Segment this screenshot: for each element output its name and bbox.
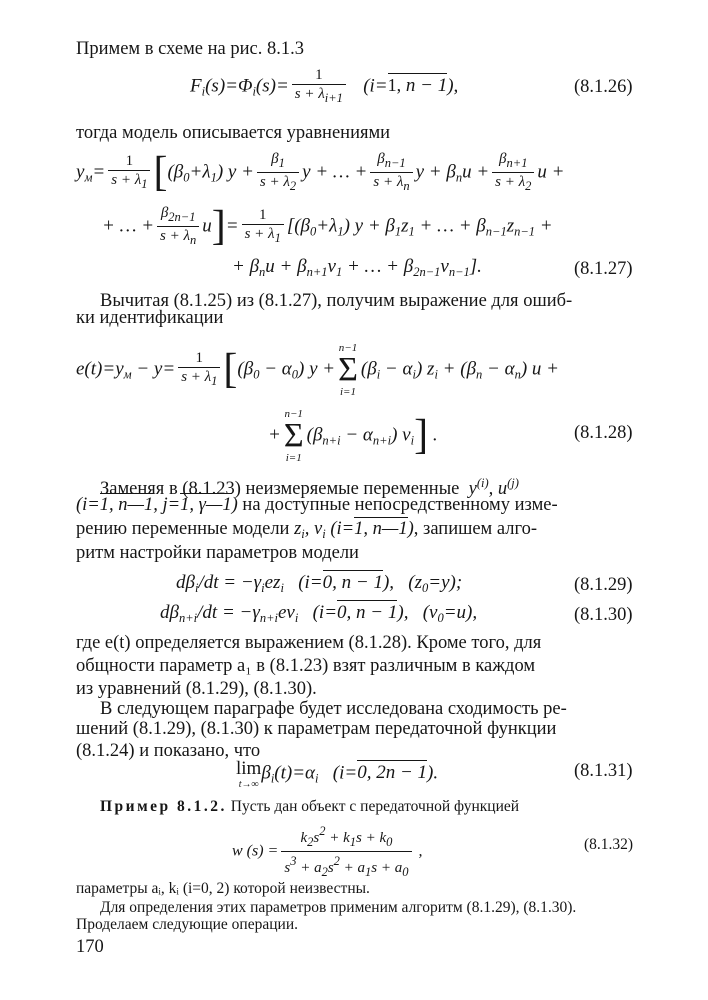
- equation-8-1-27-line1: $y_м=$ $\frac{1}{s + \lambda_1}$ [$(\beta_0+\lambda_1) y$ + $\frac{\beta_1}{s + \lambda_2}$ y + … + $\frac{\beta_{n-1}}{s + \lambda_n}$ $y + \beta_nu$ + $\frac{\beta_{n+1}}{s + \lambda_2}$ u +: [76, 149, 565, 196]
- paragraph-then: тогда модель описывается уравнениями: [76, 123, 391, 143]
- intro-paragraph: Примем в схеме на рис. 8.1.3: [76, 39, 304, 59]
- paragraph-replace-line2: (i=1, n—1, j=1, γ—1) на доступные непосредственному изме-: [76, 495, 558, 515]
- equation-number: (8.1.28): [574, 423, 633, 443]
- equation-number: (8.1.31): [574, 761, 633, 781]
- equation-8-1-28-line2: + n−1 Σ i=1 $(\beta_{n+i} - \alpha_{n+i})$ $v_i$] .: [268, 408, 438, 464]
- example-after-line1: параметры aᵢ, kᵢ (i=0, 2) которой неизвестны.: [76, 880, 370, 897]
- equation-number: (8.1.27): [574, 259, 633, 279]
- equation-number: (8.1.30): [574, 605, 633, 625]
- paragraph-replace-line4: ритм настройки параметров модели: [76, 543, 359, 563]
- example-heading: Пример 8.1.2. Пусть дан объект с передаточной функцией: [100, 798, 520, 815]
- equation-8-1-32: w (s) = $\frac{k_2s^2 + k_1s + k_0}{s^3 + a_2s^2 + a_1s + a_0}$ ,: [232, 822, 423, 882]
- equation-number: (8.1.32): [584, 836, 634, 853]
- paragraph-where-line2: общности параметр a₁ в (8.1.23) взят различным в каждом: [76, 656, 536, 676]
- paragraph-where-line3: из уравнений (8.1.29), (8.1.30).: [76, 679, 317, 699]
- paragraph-next-line2: шений (8.1.29), (8.1.30) к параметрам передаточной функции: [76, 719, 557, 739]
- equation-8-1-29: $d\beta_i/dt = -\gamma_iez_i$ (i=0, n − 1), $(z_0=y)$;: [176, 572, 463, 595]
- equation-number: (8.1.29): [574, 575, 633, 595]
- equation-8-1-26: $F_i(s)=\Phi_i(s)=$ $\frac{1}{s + \lambda_{i+1}}$ (i=1, n − 1),: [190, 66, 458, 108]
- paragraph-replace-line1: Заменяя в (8.1.23) неизмеряемые переменные $y^{(i)}$, $u^{(j)}$: [100, 476, 519, 499]
- example-after-line2: Для определения этих параметров применим алгоритм (8.1.29), (8.1.30).: [100, 899, 577, 916]
- equation-8-1-27-line2: + … + $\frac{\beta_{2n-1}}{s + \lambda_n}$ u]= $\frac{1}{s + \lambda_1}$ [$(\beta_0+\lambda_1) y + \beta_1z_1$ + … + $\beta_{n-1}z_{n-1}$ +: [102, 203, 553, 250]
- equation-8-1-28-line1: $e(t)=y_м - y=$ $\frac{1}{s + \lambda_1}$ [$(\beta_0 - \alpha_0) y$ + n−1 Σ i=1 $(\beta_i - \alpha_i) z_i + (\beta_n - \alpha_n) u$ +: [76, 342, 559, 398]
- paragraph-subtract-line2: ки идентификации: [76, 308, 224, 328]
- equation-8-1-27-line3: + $\beta_nu + \beta_{n+1}v_1$ + … + $\beta_{2n-1}v_{n-1}$].: [232, 256, 482, 279]
- example-after-line3: Проделаем следующие операции.: [76, 916, 298, 933]
- paragraph-replace-line3: рению переменные модели $z_i$, $v_i$ (i=1, n—1), запишем алго-: [76, 519, 538, 541]
- equation-8-1-30: $d\beta_{n+i}/dt = -\gamma_{n+i}ev_i$ (i=0, n − 1), $(v_0=u)$,: [160, 602, 478, 625]
- paragraph-where-line1: где e(t) определяется выражением (8.1.28). Кроме того, для: [76, 633, 542, 653]
- paragraph-next-line3: (8.1.24) и показано, что: [76, 741, 261, 761]
- equation-8-1-31: lim t→∞ $\beta_i(t)=\alpha_i$ (i=0, 2n − 1).: [236, 758, 439, 790]
- paragraph-subtract-line1: Вычитая (8.1.25) из (8.1.27), получим выражение для ошиб-: [100, 291, 573, 311]
- paragraph-next-line1: В следующем параграфе будет исследована сходимость ре-: [100, 699, 567, 719]
- page-number: 170: [76, 937, 104, 957]
- equation-number: (8.1.26): [574, 77, 633, 97]
